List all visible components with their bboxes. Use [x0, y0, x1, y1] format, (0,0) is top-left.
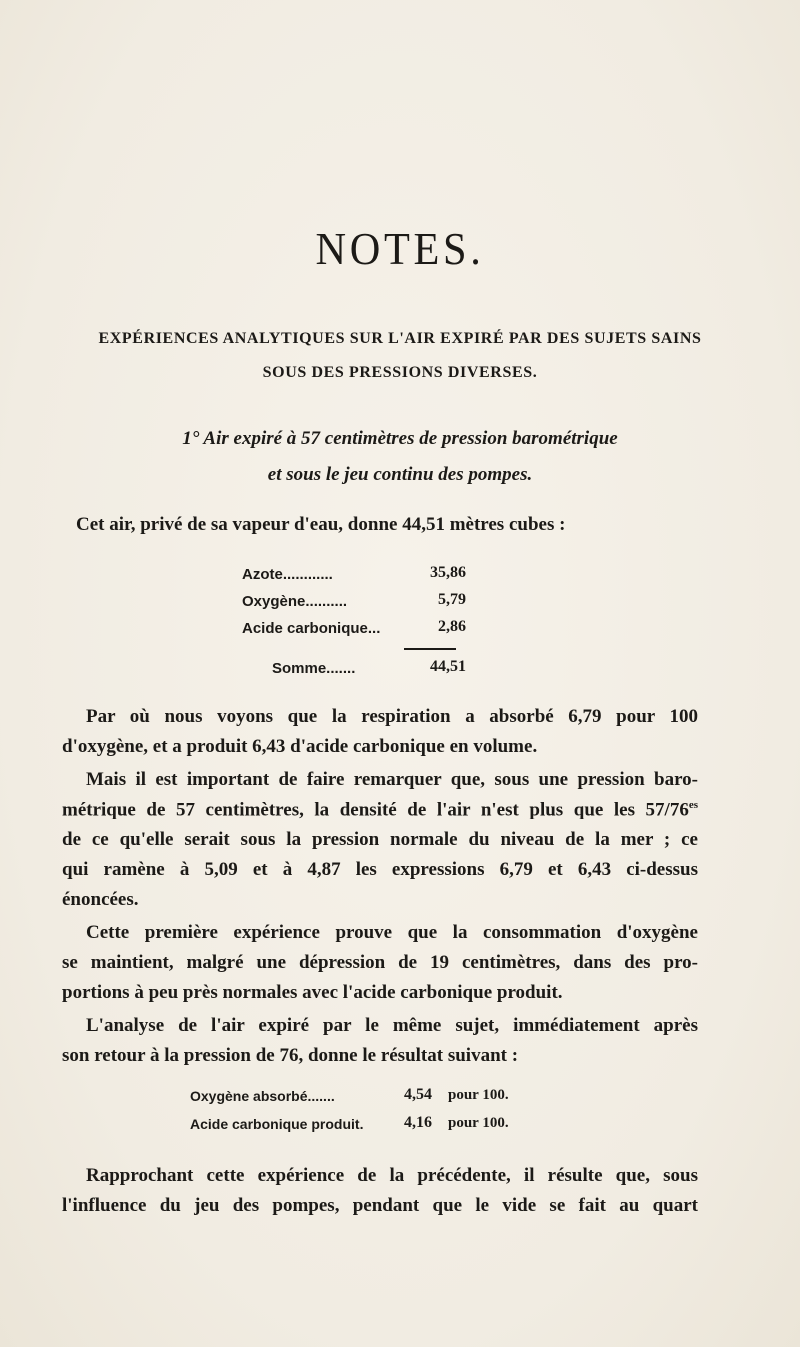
table1-row-value: 2,86 — [438, 618, 466, 635]
table1-row-value: 35,86 — [430, 564, 466, 581]
table1-row-label: Acide carbonique... — [242, 620, 381, 637]
paragraph-line: de ce qu'elle serait sous la pression normale du niveau de la mer ; ce — [62, 830, 698, 849]
table1-total-label: Somme....... — [272, 660, 356, 677]
paragraph-line: portions à peu près normales avec l'acide carbonique produit. — [62, 983, 563, 1002]
paragraph-line — [62, 800, 698, 819]
section-heading-line-2: SOUS DES PRESSIONS DIVERSES. — [262, 364, 538, 381]
table1-row-label: Oxygène.......... — [242, 593, 348, 610]
paragraph-line: d'oxygène, et a produit 6,43 d'acide carbonique en volume. — [62, 737, 538, 756]
paragraph-line: L'analyse de l'air expiré par le même sujet, immédiatement après — [86, 1016, 698, 1035]
paragraph-line: l'influence du jeu des pompes, pendant que le vide se fait au quart — [62, 1196, 698, 1215]
table2-row-unit: pour 100. — [448, 1087, 509, 1103]
intro-line: Cet air, privé de sa vapeur d'eau, donne 44,51 mètres cubes : — [76, 515, 566, 534]
experiment-subtitle-line-1: 1° Air expiré à 57 centimètres de pression barométrique — [182, 428, 618, 449]
superscript: es — [688, 800, 698, 811]
paragraph-line: son retour à la pression de 76, donne le résultat suivant : — [62, 1046, 519, 1065]
paragraph-line: Par où nous voyons que la respiration a absorbé 6,79 pour 100 — [86, 707, 698, 726]
experiment-subtitle-line-2: et sous le jeu continu des pompes. — [267, 464, 533, 485]
sum-rule — [404, 648, 456, 650]
paragraph-line: qui ramène à 5,09 et à 4,87 les expressions 6,79 et 6,43 ci-dessus — [62, 860, 698, 879]
table2-row-label: Oxygène absorbé....... — [190, 1088, 335, 1104]
table1-total-value: 44,51 — [430, 658, 466, 675]
paragraph-line: se maintient, malgré une dépression de 19 centimètres, dans des pro- — [62, 953, 698, 972]
table1-row-label: Azote............ — [242, 566, 333, 583]
paragraph-line: énoncées. — [62, 890, 139, 909]
page-title: NOTES. — [315, 223, 485, 274]
table1-row-value: 5,79 — [438, 591, 466, 608]
table2-row-value: 4,16 — [404, 1114, 432, 1131]
section-heading-line-1: EXPÉRIENCES ANALYTIQUES SUR L'AIR EXPIRÉ PAR DES SUJETS SAINS — [98, 330, 702, 347]
table2-row-unit: pour 100. — [448, 1115, 509, 1131]
paragraph-line: Mais il est important de faire remarquer que, sous une pression baro- — [86, 770, 698, 789]
paragraph-line-text: métrique de 57 centimètres, la densité de l'air n'est plus que les 57/76 — [62, 800, 689, 820]
paragraph-line: Rapprochant cette expérience de la précédente, il résulte que, sous — [86, 1166, 698, 1185]
paragraph-line: Cette première expérience prouve que la consommation d'oxygène — [86, 923, 698, 942]
table2-row-label: Acide carbonique produit. — [190, 1116, 364, 1132]
table2-row-value: 4,54 — [404, 1086, 432, 1103]
